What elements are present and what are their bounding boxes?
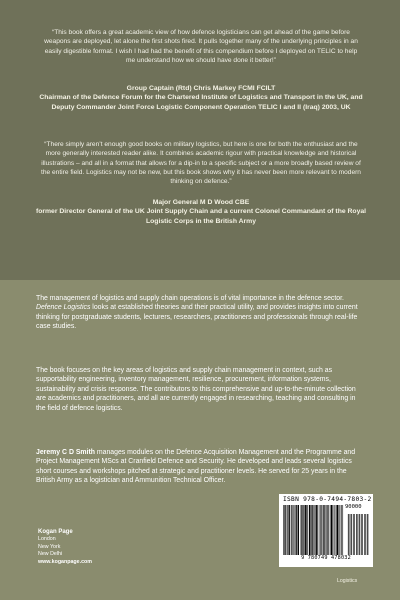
description-text: The management of logistics and supply chain operations is of vital importance in the defence sector.: [36, 295, 344, 302]
barcode-bar: [293, 505, 294, 555]
publisher-block: [38, 529, 92, 566]
barcode-bars: [283, 505, 369, 555]
addon-bar: [351, 514, 352, 555]
barcode-bar: [291, 505, 292, 555]
barcode-bar: [313, 505, 314, 555]
description-paragraph-2: The book focuses on the key areas of logistics and supply chain management in context, such as supportability engineering, inventory management, resilience, procurement, information systems, sustainability and crisis response. The contributors to this comprehensive and up-to-the-minute collection are academics and practitioners, and all are currently engaged in researching, teaching and consulting in the field of defence logistics.: [36, 367, 356, 412]
barcode-bar: [335, 505, 336, 555]
barcode-bar: [302, 505, 303, 555]
addon-bar: [357, 514, 358, 555]
barcode-digits: 9 780749 478032: [301, 555, 351, 561]
barcode-bar: [337, 505, 338, 555]
barcode-bar: [309, 505, 310, 555]
barcode-bar: [284, 505, 285, 555]
barcode-bar: [334, 505, 335, 555]
barcode-bar: [310, 505, 311, 555]
isbn-barcode: [279, 494, 373, 567]
barcode-bar: [339, 505, 340, 555]
endorsement-attribution-2: [30, 198, 372, 226]
barcode-bar: [296, 505, 297, 555]
barcode-bar: [286, 505, 287, 555]
barcode-bar: [328, 505, 329, 555]
barcode-bar: [325, 505, 326, 555]
category-label: Logistics: [337, 578, 358, 584]
publisher-city: New Delhi: [38, 551, 63, 558]
endorsement-quote-2: “There simply aren’t enough good books on military logistics, but here is one for both the enthusiast and the more generally interested reader alike. It combines academic rigour with practical knowledge and historical illustrations – and all in a format that allows for a dip-in to a specific subject or a more broadly based review of the entire field. Logistics may not be new, but this book shows why it has never been more relevant to modern thinking on defence.”: [41, 141, 361, 186]
barcode-bar: [301, 505, 302, 555]
description-text: looks at established theories and their practical utility, and provides insights into current thinking for postgraduate students, lecturers, researchers, practitioners and professionals through real-life case studies.: [36, 304, 358, 331]
author-name: Jeremy C D Smith: [36, 449, 95, 456]
addon-bar: [367, 514, 368, 555]
addon-bar: [352, 514, 353, 555]
barcode-bar: [301, 505, 302, 555]
barcode-bar: [307, 505, 308, 555]
author-bio-text: manages modules on the Defence Acquisition Management and the Programme and Project Management MScs at Cranfield Defence and Security. He developed and leads several logistics short courses and workshops pitched at strategic and practitioner levels. He served for 25 years in the British Army as a logistician and Ammunition Technical Officer.: [36, 449, 356, 485]
barcode-bar: [305, 505, 306, 555]
barcode-bar: [331, 505, 332, 555]
barcode-bar: [317, 505, 318, 555]
barcode-bar: [316, 505, 317, 555]
barcode-bar: [290, 505, 291, 555]
barcode-bar: [337, 505, 338, 555]
addon-bar: [361, 514, 362, 555]
barcode-bar: [317, 505, 318, 555]
addon-bar: [349, 514, 350, 555]
barcode-bar: [303, 505, 304, 555]
barcode-bar: [340, 505, 341, 555]
barcode-bar: [323, 505, 324, 555]
barcode-bar: [297, 505, 298, 555]
barcode-bar: [314, 505, 315, 555]
endorser-name-1: Group Captain (Rtd) Chris Markey FCMI FCILT: [126, 85, 276, 92]
addon-bar: [353, 514, 354, 555]
publisher-city: New York: [38, 543, 61, 550]
barcode-bar: [292, 505, 293, 555]
barcode-bar: [331, 505, 332, 555]
barcode-bar: [295, 505, 296, 555]
addon-bar: [360, 514, 361, 555]
barcode-bar: [311, 505, 312, 555]
publisher-name: Kogan Page: [38, 529, 73, 535]
addon-bar: [365, 514, 366, 555]
barcode-bar: [312, 505, 313, 555]
description-paragraph-1: [36, 294, 366, 332]
barcode-bar: [341, 505, 342, 555]
addon-bar: [368, 514, 369, 555]
publisher-city: London: [38, 536, 56, 543]
addon-bar: [354, 514, 355, 555]
barcode-bar: [323, 505, 324, 555]
barcode-bar: [326, 505, 327, 555]
barcode-bar: [306, 505, 307, 555]
barcode-bar: [336, 505, 337, 555]
barcode-bar: [320, 505, 321, 555]
addon-bar: [356, 514, 357, 555]
barcode-bar: [319, 505, 320, 555]
publisher-url: www.koganpage.com: [38, 558, 92, 565]
barcode-bar: [315, 505, 316, 555]
barcode-bar: [321, 505, 322, 555]
addon-bar: [348, 514, 349, 555]
addon-bar: [364, 514, 365, 555]
barcode-bar: [287, 505, 288, 555]
barcode-bar: [306, 505, 307, 555]
barcode-bar: [289, 505, 290, 555]
barcode-bar: [332, 505, 333, 555]
addon-bar: [362, 514, 363, 555]
book-title: Defence Logistics: [36, 304, 91, 312]
price-code: 90000: [345, 504, 362, 510]
endorsement-quote-1: “This book offers a great academic view of how defence logisticians can get ahead of the game before weapons are deployed, let alone the first shots fired. It pulls together many of the underlying principles in an easily digestible format. I wish I had had the benefit of this compendium before I deployed on TELIC to help me understand how we should have done it better!”: [44, 29, 358, 64]
endorsements-panel: [0, 0, 400, 280]
isbn-label: ISBN 978-0-7494-7803-2: [283, 496, 372, 503]
barcode-bar: [327, 505, 328, 555]
author-bio: [36, 448, 366, 486]
barcode-bar: [298, 505, 299, 555]
barcode-bar: [298, 505, 299, 555]
barcode-bar: [330, 505, 331, 555]
endorser-role-1: Chairman of the Defence Forum for the Chartered Institute of Logistics and Transport in the UK, and Deputy Commander Joint Force Logistic Component Operation TELIC I and II (Iraq) 2003, UK: [39, 94, 363, 111]
barcode-bar: [342, 505, 343, 555]
barcode-bar: [285, 505, 286, 555]
barcode-bar: [324, 505, 325, 555]
endorser-name-2: Major General M D Wood CBE: [152, 199, 250, 206]
barcode-bar: [283, 505, 284, 555]
barcode-bar: [296, 505, 297, 555]
endorsement-attribution-1: [30, 84, 372, 112]
barcode-bar: [309, 505, 310, 555]
addon-bar: [359, 514, 360, 555]
barcode-bar: [288, 505, 289, 555]
barcode-bar: [304, 505, 305, 555]
endorser-role-2: former Director General of the UK Joint Supply Chain and a current Colonel Commandant of the Royal Logistic Corps in the British Army: [35, 208, 367, 225]
